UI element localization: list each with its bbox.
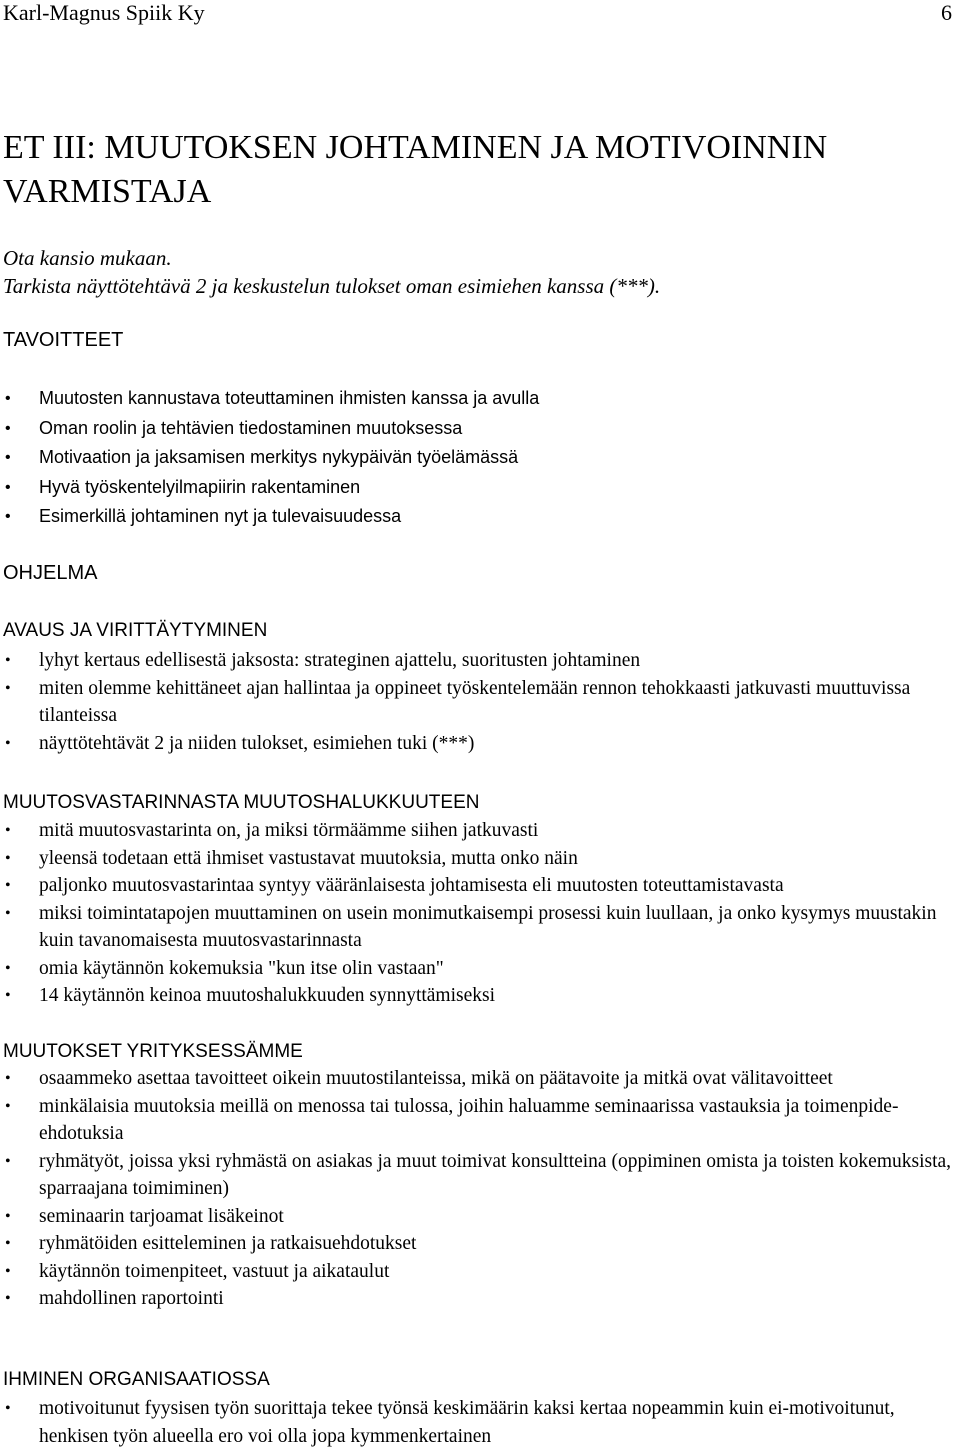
page-number: 6 <box>941 0 952 25</box>
list-item-text: yleensä todetaan että ihmiset vastustavat muutoksia, mutta onko näin <box>39 847 578 869</box>
list-item-text: ryhmätöiden esitteleminen ja ratkaisuehdotukset <box>39 1233 417 1254</box>
list-muutokset <box>0 1065 955 1313</box>
bullet-icon: • <box>5 1070 11 1087</box>
bullet-icon: • <box>5 849 11 867</box>
heading-muutokset: MUUTOKSET YRITYKSESSÄMME <box>3 1041 303 1062</box>
list-avaus <box>0 647 955 757</box>
list-item-text: Motivaation ja jaksamisen merkitys nykypäivän työelämässä <box>39 447 519 467</box>
bullet-icon: • <box>5 877 11 894</box>
list-item <box>0 1093 955 1148</box>
list-item-text: käytännön toimenpiteet, vastuut ja aikataulut <box>39 1260 390 1282</box>
list-item-text: paljonko muutosvastarintaa syntyy vääränlaisesta johtamisesta eli muutosten toteuttamistavasta <box>39 875 784 896</box>
list-item <box>0 730 955 758</box>
list-item <box>0 955 955 983</box>
list-item <box>0 1258 955 1286</box>
list-item-text: minkälaisia muutoksia meillä on menossa tai tulossa, joihin haluamme seminaarissa vastauksia ja toimenpide-ehdotuksia <box>39 1095 899 1144</box>
bullet-icon: • <box>5 822 11 839</box>
list-item <box>0 647 955 675</box>
list-item <box>0 502 955 532</box>
bullet-icon: • <box>5 449 11 466</box>
bullet-icon: • <box>5 987 11 1004</box>
list-item-text: miksi toimintatapojen muuttaminen on usein monimutkaisempi prosessi kuin luullaan, ja onko kysymys muustakin kuin tavanomaisesta muutosvastarinnasta <box>39 902 937 951</box>
document-title-line-2: VARMISTAJA <box>3 173 212 210</box>
list-item-text: 14 käytännön keinoa muutoshalukkuuden synnyttämiseksi <box>39 985 496 1006</box>
bullet-icon: • <box>5 1097 11 1115</box>
list-item <box>0 675 955 730</box>
list-ihminen <box>0 1395 955 1450</box>
list-tavoitteet <box>0 384 955 532</box>
bullet-icon: • <box>5 959 11 977</box>
list-item <box>0 817 955 845</box>
bullet-icon: • <box>5 419 11 437</box>
list-item <box>0 1285 955 1313</box>
intro-notes <box>3 244 953 300</box>
bullet-icon: • <box>5 1207 11 1225</box>
bullet-icon: • <box>5 1290 11 1307</box>
bullet-icon: • <box>5 508 11 525</box>
bullet-icon: • <box>5 734 11 752</box>
list-item <box>0 414 955 444</box>
bullet-icon: • <box>5 1400 11 1417</box>
bullet-icon: • <box>5 390 11 407</box>
bullet-icon: • <box>5 1235 11 1252</box>
list-item <box>0 845 955 873</box>
heading-ihminen: IHMINEN ORGANISAATIOSSA <box>3 1369 270 1390</box>
heading-muutosvastarinnasta: MUUTOSVASTARINNASTA MUUTOSHALUKKUUTEEN <box>3 792 480 813</box>
document-title-line-1: ET III: MUUTOKSEN JOHTAMINEN JA MOTIVOINNIN <box>3 129 828 166</box>
list-item-text: ryhmätyöt, joissa yksi ryhmästä on asiakas ja muut toimivat konsultteina (oppiminen omista ja toisten kokemuksista, sparraajana toimiminen) <box>39 1150 952 1199</box>
list-item <box>0 1148 955 1203</box>
list-item-text: näyttötehtävät 2 ja niiden tulokset, esimiehen tuki (***) <box>39 732 475 754</box>
bullet-icon: • <box>5 1262 11 1280</box>
list-item-text: Hyvä työskentelyilmapiirin rakentaminen <box>39 476 361 497</box>
list-item <box>0 1230 955 1258</box>
bullet-icon: • <box>5 679 11 697</box>
bullet-icon: • <box>5 1152 11 1170</box>
list-item-text: Muutosten kannustava toteuttaminen ihmisten kanssa ja avulla <box>39 388 540 408</box>
page-header <box>3 0 960 28</box>
heading-tavoitteet: TAVOITTEET <box>3 329 124 351</box>
bullet-icon: • <box>5 904 11 922</box>
list-item-text: miten olemme kehittäneet ajan hallintaa ja oppineet työskentelemään rennon tehokkaasti jatkuvasti muuttuvissa tilanteissa <box>39 677 911 726</box>
list-item-text: seminaarin tarjoamat lisäkeinot <box>39 1205 284 1227</box>
list-item-text: Oman roolin ja tehtävien tiedostaminen muutoksessa <box>39 417 463 438</box>
list-item <box>0 1065 955 1093</box>
list-item-text: mahdollinen raportointi <box>39 1288 224 1309</box>
bullet-icon: • <box>5 652 11 669</box>
list-item-text: lyhyt kertaus edellisestä jaksosta: strateginen ajattelu, suoritusten johtaminen <box>39 650 641 671</box>
list-item <box>0 1395 955 1450</box>
list-muutosvastarinnasta <box>0 817 955 1010</box>
list-item-text: osaammeko asettaa tavoitteet oikein muutostilanteissa, mikä on päätavoite ja mitkä ovat välitavoitteet <box>39 1068 833 1089</box>
list-item <box>0 982 955 1010</box>
heading-avaus: AVAUS JA VIRITTÄYTYMINEN <box>3 620 268 641</box>
list-item <box>0 473 955 503</box>
list-item-text: omia käytännön kokemuksia "kun itse olin vastaan" <box>39 957 444 979</box>
heading-ohjelma: OHJELMA <box>3 562 98 584</box>
list-item <box>0 443 955 473</box>
list-item-text: mitä muutosvastarinta on, ja miksi törmäämme siihen jatkuvasti <box>39 820 539 841</box>
list-item <box>0 384 955 414</box>
list-item <box>0 1203 955 1231</box>
list-item-text: motivoitunut fyysisen työn suorittaja tekee työnsä keskimäärin kaksi kertaa nopeammin kuin ei-motivoitunut, henkisen työn alueella ero voi olla jopa kymmenkertainen <box>39 1398 895 1447</box>
header-author: Karl-Magnus Spiik Ky <box>3 0 205 25</box>
bullet-icon: • <box>5 478 11 496</box>
list-item-text: Esimerkillä johtaminen nyt ja tulevaisuudessa <box>39 506 402 526</box>
intro-line-2: Tarkista näyttötehtävä 2 ja keskustelun tulokset oman esimiehen kanssa (***). <box>3 274 661 298</box>
list-item <box>0 872 955 900</box>
document-title <box>3 126 953 214</box>
intro-line-1: Ota kansio mukaan. <box>3 246 172 270</box>
list-item <box>0 900 955 955</box>
